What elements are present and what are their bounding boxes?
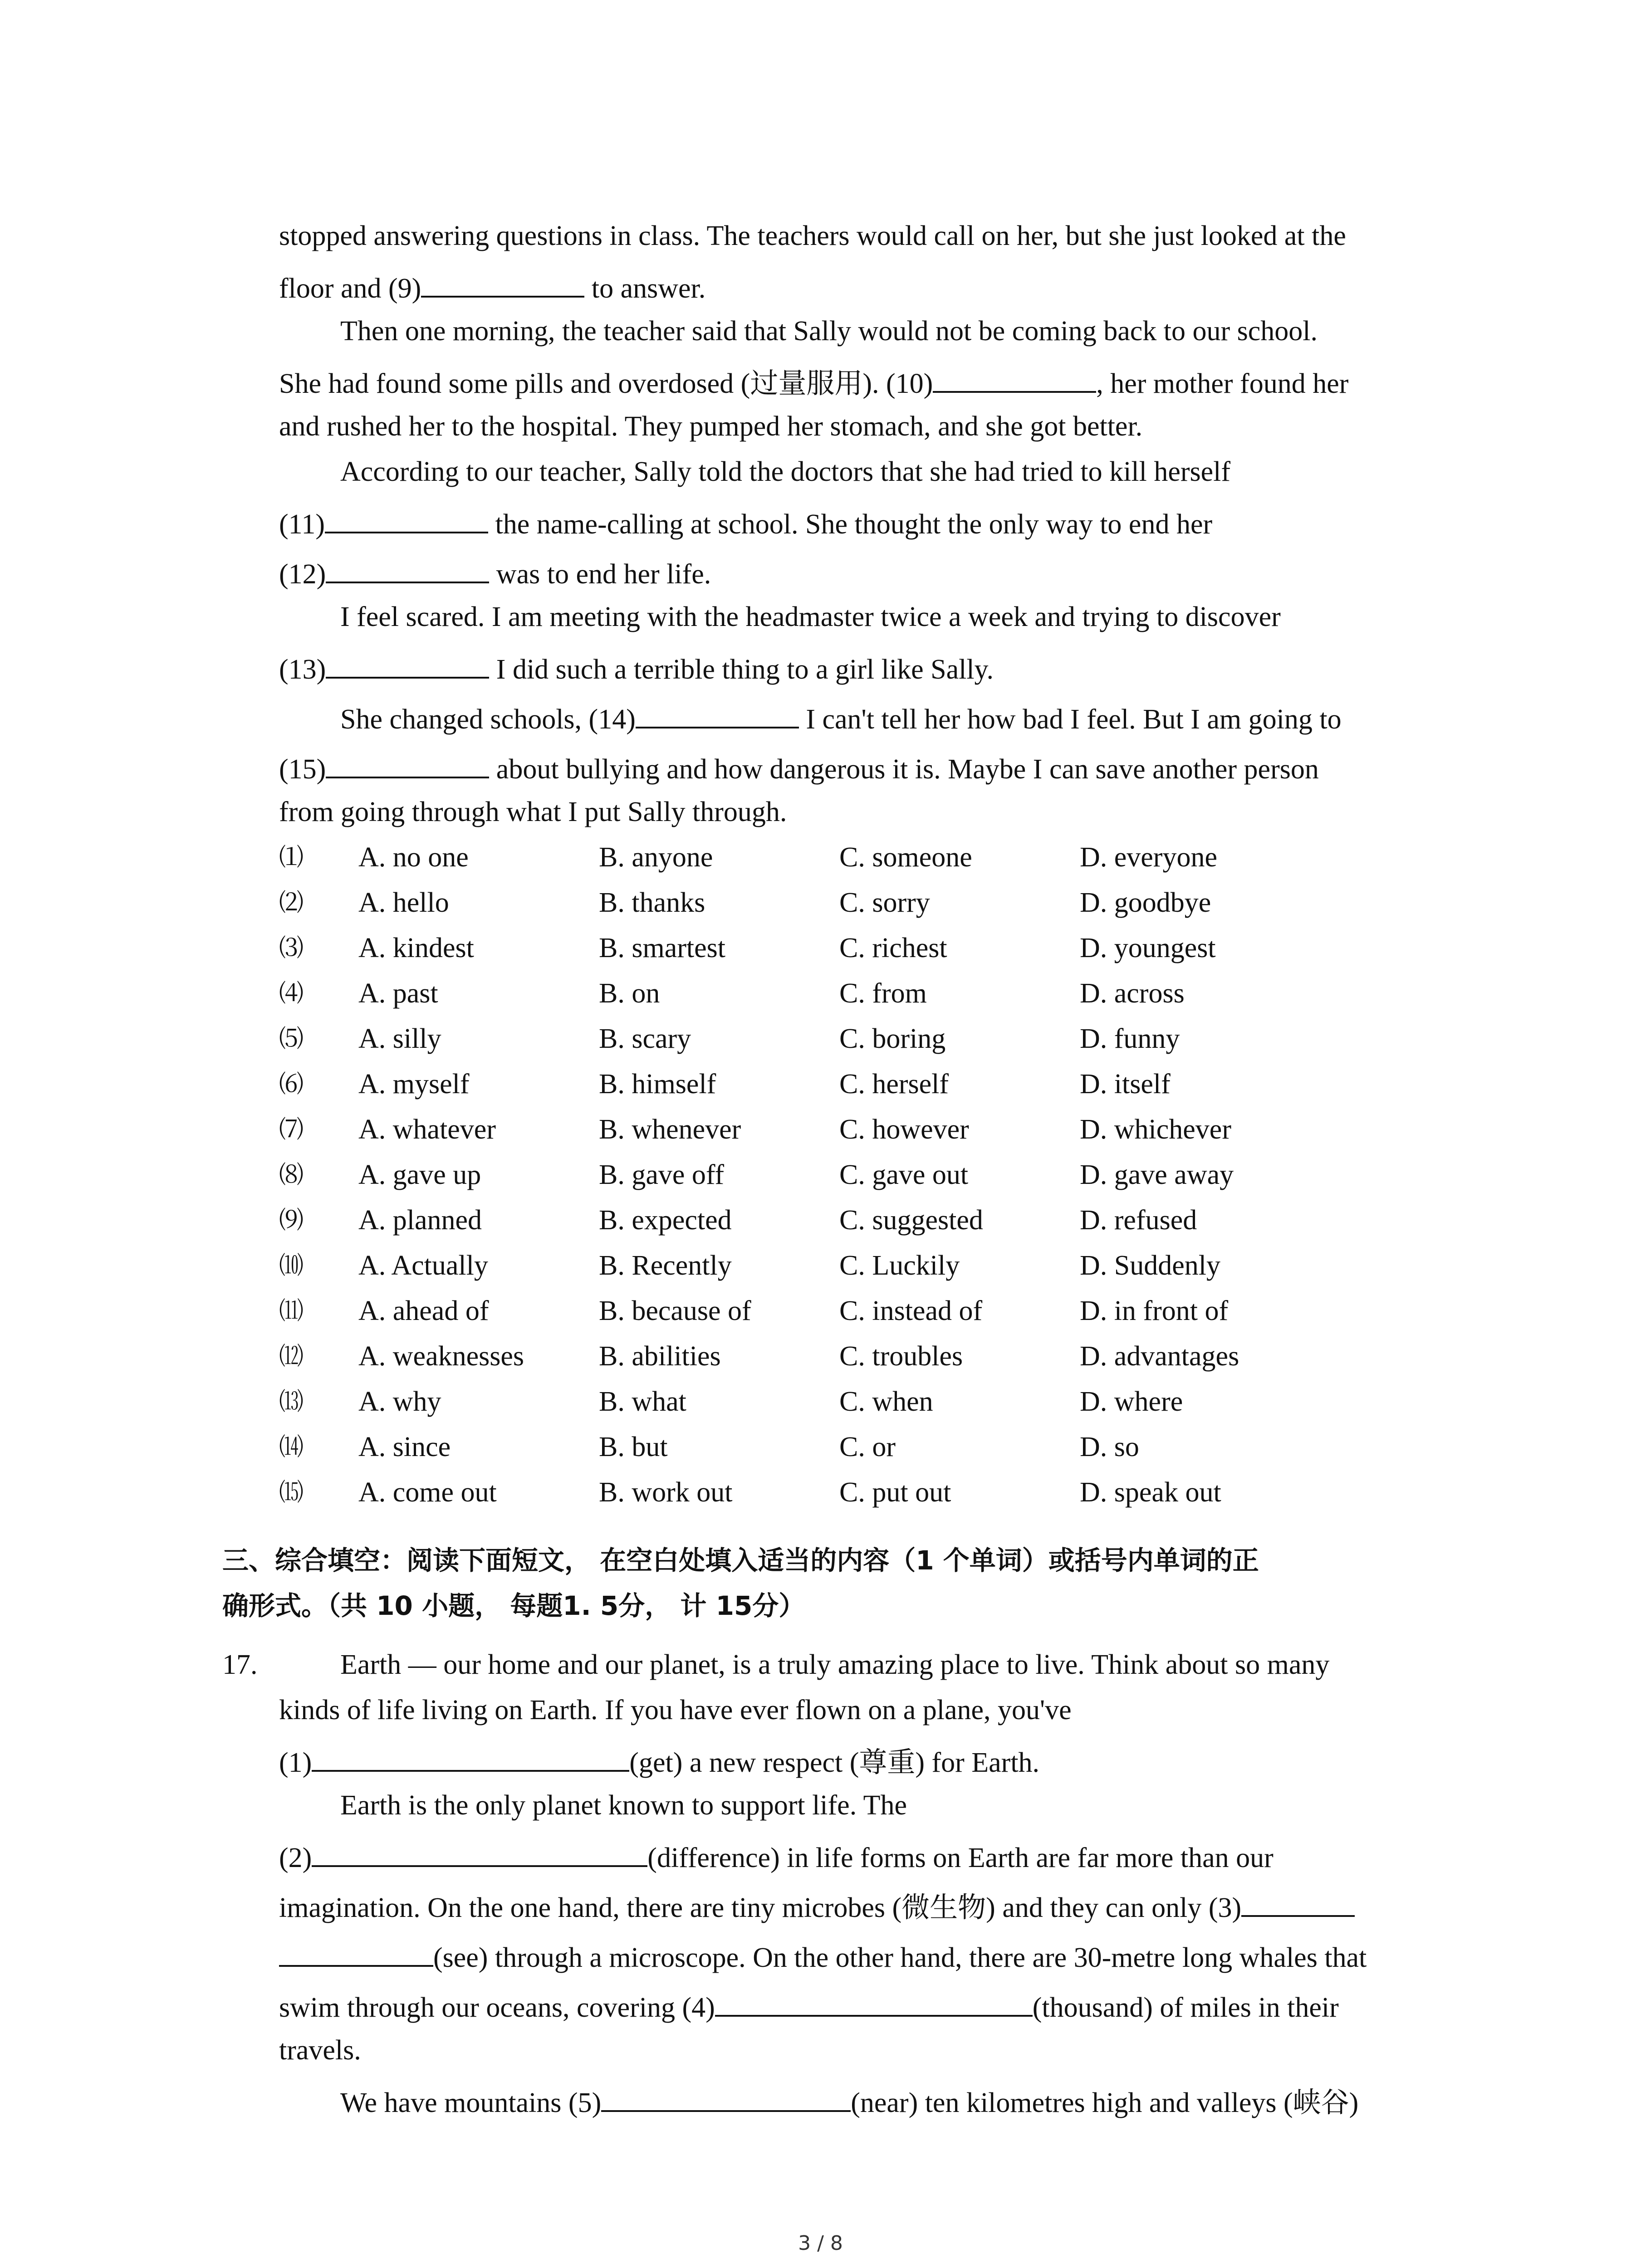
option-c[interactable]: C. herself [839, 1069, 949, 1100]
answer-blank[interactable] [312, 1742, 629, 1772]
option-b[interactable]: B. but [599, 1432, 668, 1462]
option-a[interactable]: A. kindest [358, 933, 474, 963]
question-number: ⑶ [279, 934, 304, 962]
passage-line: Then one morning, the teacher said that Sally would not be coming back to our school. [340, 316, 1318, 347]
answer-blank[interactable] [312, 1837, 647, 1867]
answer-blank[interactable] [326, 748, 489, 778]
question-number: ⒂ [279, 1479, 304, 1506]
question-number: ⑴ [279, 844, 304, 871]
option-c[interactable]: C. boring [839, 1023, 946, 1054]
option-d[interactable]: D. where [1080, 1386, 1183, 1417]
option-a[interactable]: A. hello [358, 887, 449, 918]
option-a[interactable]: A. gave up [358, 1159, 481, 1190]
option-b[interactable]: B. expected [599, 1205, 732, 1236]
option-a[interactable]: A. Actually [358, 1250, 488, 1281]
option-c[interactable]: C. Luckily [839, 1250, 960, 1281]
option-d[interactable]: D. advantages [1080, 1341, 1239, 1372]
question-number: ⒁ [279, 1433, 304, 1461]
option-b[interactable]: B. whenever [599, 1114, 741, 1145]
option-b[interactable]: B. abilities [599, 1341, 721, 1372]
section-heading: 确形式。（共 10 小题， 每题1. 5分， 计 15分） [222, 1590, 805, 1621]
passage-line: (15) about bullying and how dangerous it is. Maybe I can save another person [279, 748, 1319, 787]
question-number: ⑾ [279, 1297, 304, 1325]
option-b[interactable]: B. Recently [599, 1250, 732, 1281]
option-a[interactable]: A. myself [358, 1069, 470, 1100]
question-number: ⑼ [279, 1207, 304, 1234]
option-c[interactable]: C. gave out [839, 1159, 969, 1190]
option-b[interactable]: B. thanks [599, 887, 705, 918]
option-b[interactable]: B. anyone [599, 842, 713, 873]
passage-line: swim through our oceans, covering (4) (thousand) of miles in their [279, 1987, 1339, 2026]
question-number: ⑹ [279, 1070, 304, 1098]
passage-line: (13) I did such a terrible thing to a girl like Sally. [279, 649, 994, 688]
answer-blank[interactable] [326, 649, 489, 679]
section-heading: 三、综合填空：阅读下面短文， 在空白处填入适当的内容（1 个单词）或括号内单词的正 [222, 1545, 1259, 1576]
option-d[interactable]: D. itself [1080, 1069, 1171, 1100]
page-number: 3 / 8 [798, 2232, 843, 2255]
option-b[interactable]: B. himself [599, 1069, 716, 1100]
passage-line: floor and (9) to answer. [279, 268, 705, 307]
option-d[interactable]: D. gave away [1080, 1159, 1234, 1190]
option-c[interactable]: C. when [839, 1386, 933, 1417]
answer-blank[interactable] [279, 1937, 433, 1967]
passage-line: (11) the name-calling at school. She thought the only way to end her [279, 503, 1212, 543]
question-number: ⑷ [279, 980, 304, 1007]
option-c[interactable]: C. richest [839, 933, 947, 963]
passage-line: Earth — our home and our planet, is a truly amazing place to live. Think about so many [340, 1649, 1330, 1680]
question-number: 17. [222, 1649, 258, 1680]
question-number: ⑵ [279, 889, 304, 916]
passage-line: Earth is the only planet known to support life. The [340, 1790, 907, 1821]
option-b[interactable]: B. work out [599, 1477, 733, 1508]
question-number: ⑺ [279, 1116, 304, 1143]
option-d[interactable]: D. speak out [1080, 1477, 1221, 1508]
option-b[interactable]: B. gave off [599, 1159, 725, 1190]
passage-line: (12) was to end her life. [279, 553, 711, 592]
question-number: ⑻ [279, 1161, 304, 1188]
option-b[interactable]: B. on [599, 978, 660, 1009]
option-a[interactable]: A. weaknesses [358, 1341, 524, 1372]
question-number: ⑽ [279, 1252, 304, 1279]
option-b[interactable]: B. what [599, 1386, 686, 1417]
passage-line: (2) (difference) in life forms on Earth are far more than our [279, 1837, 1274, 1876]
option-a[interactable]: A. planned [358, 1205, 482, 1236]
option-a[interactable]: A. past [358, 978, 438, 1009]
option-c[interactable]: C. suggested [839, 1205, 983, 1236]
question-number: ⑿ [279, 1343, 304, 1370]
option-c[interactable]: C. someone [839, 842, 972, 873]
answer-blank[interactable] [325, 503, 488, 533]
answer-blank[interactable] [601, 2082, 851, 2112]
option-a[interactable]: A. ahead of [358, 1295, 489, 1326]
passage-line: stopped answering questions in class. The teachers would call on her, but she just looked at the [279, 220, 1346, 251]
option-c[interactable]: C. sorry [839, 887, 930, 918]
passage-line: We have mountains (5) (near) ten kilometres high and valleys (峡谷) [340, 2082, 1358, 2121]
question-number: ⒀ [279, 1388, 304, 1415]
option-b[interactable]: B. smartest [599, 933, 725, 963]
answer-blank[interactable] [421, 268, 584, 298]
option-a[interactable]: A. since [358, 1432, 451, 1462]
passage-line: She had found some pills and overdosed (过量服用). (10) , her mother found her [279, 363, 1348, 402]
option-b[interactable]: B. because of [599, 1295, 751, 1326]
passage-line: imagination. On the one hand, there are tiny microbes (微生物) and they can only (3) [279, 1887, 1355, 1926]
option-d[interactable]: D. in front of [1080, 1295, 1229, 1326]
option-d[interactable]: D. refused [1080, 1205, 1197, 1236]
passage-line: According to our teacher, Sally told the doctors that she had tried to kill herself [340, 456, 1231, 487]
option-d[interactable]: D. whichever [1080, 1114, 1231, 1145]
answer-blank[interactable] [715, 1987, 1033, 2017]
option-c[interactable]: C. from [839, 978, 927, 1009]
option-a[interactable]: A. whatever [358, 1114, 496, 1145]
option-d[interactable]: D. youngest [1080, 933, 1216, 963]
passage-line: (1) (get) a new respect (尊重) for Earth. [279, 1742, 1039, 1781]
answer-blank[interactable] [326, 553, 489, 583]
option-d[interactable]: D. funny [1080, 1023, 1180, 1054]
answer-blank[interactable] [636, 699, 799, 728]
passage-line: I feel scared. I am meeting with the headmaster twice a week and trying to discover [340, 601, 1281, 632]
passage-line: kinds of life living on Earth. If you have ever flown on a plane, you've [279, 1695, 1072, 1725]
passage-line: She changed schools, (14) I can't tell her how bad I feel. But I am going to [340, 699, 1342, 738]
option-a[interactable]: A. silly [358, 1023, 441, 1054]
option-d[interactable]: D. Suddenly [1080, 1250, 1220, 1281]
question-number: ⑸ [279, 1025, 304, 1052]
passage-line: travels. [279, 2035, 361, 2066]
option-d[interactable]: D. everyone [1080, 842, 1217, 873]
option-d[interactable]: D. so [1080, 1432, 1139, 1462]
answer-blank[interactable] [933, 363, 1096, 393]
option-c[interactable]: C. or [839, 1432, 896, 1462]
passage-line: from going through what I put Sally through. [279, 797, 787, 827]
option-d[interactable]: D. goodbye [1080, 887, 1211, 918]
option-a[interactable]: A. why [358, 1386, 441, 1417]
option-d[interactable]: D. across [1080, 978, 1185, 1009]
option-a[interactable]: A. no one [358, 842, 469, 873]
option-c[interactable]: C. put out [839, 1477, 951, 1508]
answer-blank[interactable] [1241, 1887, 1355, 1917]
option-b[interactable]: B. scary [599, 1023, 691, 1054]
option-c[interactable]: C. instead of [839, 1295, 983, 1326]
passage-line: (see) through a microscope. On the other hand, there are 30-metre long whales that [279, 1937, 1367, 1976]
option-c[interactable]: C. however [839, 1114, 969, 1145]
passage-line: and rushed her to the hospital. They pumped her stomach, and she got better. [279, 411, 1143, 442]
option-c[interactable]: C. troubles [839, 1341, 963, 1372]
option-a[interactable]: A. come out [358, 1477, 497, 1508]
